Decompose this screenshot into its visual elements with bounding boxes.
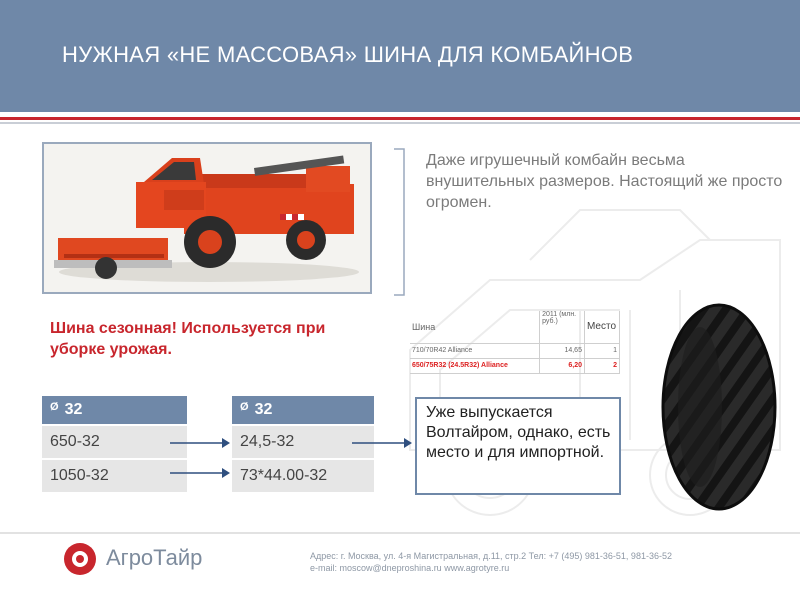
arrow-right-icon: [168, 436, 232, 450]
table-cell: 1: [584, 343, 619, 358]
brand-name: АгроТайр: [106, 545, 203, 570]
table-header: $^Ø$ 32: [232, 396, 374, 425]
voltyre-note: Уже выпускается Волтайром, однако, есть место и для импортной.: [415, 397, 621, 495]
table-header: Шина: [410, 311, 540, 343]
size-table-current: [42, 396, 187, 494]
tractor-tire-image: [660, 302, 778, 512]
diameter-icon: Ø: [240, 401, 249, 413]
table-cell: 6,20: [540, 358, 585, 373]
header-bar: [0, 0, 800, 112]
combine-harvester-image: [44, 144, 370, 292]
table-row: 24,5-32: [232, 425, 374, 459]
slide-title: НУЖНАЯ «НЕ МАССОВАЯ» ШИНА ДЛЯ КОМБАЙНОВ: [62, 42, 634, 67]
sales-ranking-table: [410, 311, 620, 374]
combine-photo: [42, 142, 372, 294]
table-row: 650-32: [42, 425, 187, 459]
agrotyre-logo-icon: [62, 541, 98, 577]
arrow-right-icon: [168, 466, 232, 480]
arrow-right-icon: [350, 436, 414, 450]
header-divider-red: [0, 117, 800, 120]
seasonal-note: Шина сезонная! Используется при уборке урожая.: [50, 320, 326, 358]
table-cell: 710/70R42 Alliance: [410, 343, 540, 358]
photo-caption: Даже игрушечный комбайн весьма внушительных размеров. Настоящий же просто огромен.: [426, 152, 783, 211]
table-row: 73*44.00-32: [232, 459, 374, 493]
table-header: 2011 (млн. руб.): [540, 311, 585, 343]
diameter-icon: Ø: [50, 401, 59, 413]
table-cell: 14,65: [540, 343, 585, 358]
table-header: $^Ø$ 32: [42, 396, 187, 425]
header-divider-grey: [0, 122, 800, 124]
contacts-line: e-mail: moscow@dneproshina.ru www.agrotyre.ru: [310, 563, 510, 573]
table-row: 1050-32: [42, 459, 187, 493]
footer-divider: [0, 532, 800, 534]
caption-bracket: [392, 147, 408, 297]
footer-address: [310, 550, 672, 574]
table-header: Место: [584, 311, 619, 343]
table-cell: 650/75R32 (24.5R32) Alliance: [410, 358, 540, 373]
address-line: Адрес: г. Москва, ул. 4-я Магистральная, д.11, стр.2 Тел: +7 (495) 981-36-51, 981-36-52: [310, 551, 672, 561]
table-cell: 2: [584, 358, 619, 373]
